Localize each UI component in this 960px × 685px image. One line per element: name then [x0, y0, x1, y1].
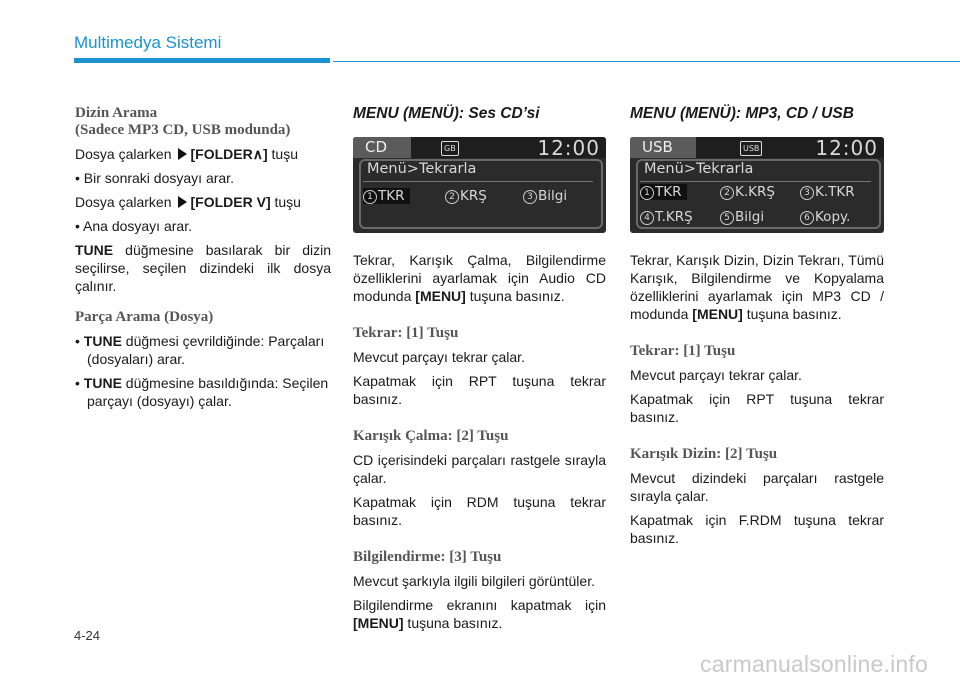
section-title-cd: MENU (MENÜ): Ses CD’si [353, 105, 540, 122]
number-icon: 3 [523, 190, 537, 204]
clock: 12:00 [537, 137, 600, 160]
text: Tekrar, Karışık Dizin, Dizin Tekrarı, Tümü Karışık, Bilgilendirme ve Kopyalama özelliklerini ayarlamak için MP3 CD / modunda [630, 252, 884, 322]
heading-folder-shuffle: Karışık Dizin: [2] Tuşu [630, 446, 778, 462]
heading-track-search: Parça Arama (Dosya) [75, 309, 214, 325]
section-title-usb: MENU (MENÜ): MP3, CD / USB [630, 105, 854, 122]
menu-key: [MENU] [353, 615, 404, 631]
repeat-off: Kapatmak için RPT tuşuna tekrar basınız. [630, 391, 884, 425]
heading-info: Bilgilendirme: [3] Tuşu [353, 549, 502, 565]
heading-shuffle: Karışık Çalma: [2] Tuşu [353, 428, 509, 444]
heading-repeat: Tekrar: [1] Tuşu [630, 343, 736, 359]
header-rule-thick [74, 58, 330, 63]
menu-key: [MENU] [415, 288, 466, 304]
number-icon: 3 [800, 186, 814, 200]
text: Dosya çalarken [75, 146, 172, 162]
tune-key: TUNE [83, 333, 122, 349]
repeat-desc: Mevcut parçayı tekrar çalar. [630, 367, 802, 383]
menu-separator [640, 181, 871, 182]
bullet-tune-press [75, 374, 331, 410]
header-title: Multimedya Sistemi [74, 33, 222, 52]
play-arrow-icon [178, 148, 187, 160]
option-label: K.KRŞ [735, 184, 775, 200]
folder-shuffle-off: Kapatmak için F.RDM tuşuna tekrar basınız. [630, 512, 884, 546]
menu-title: Menü>Tekrarla [644, 161, 754, 177]
folder-up-key: [FOLDER∧] [190, 146, 268, 162]
media-badge-icon: GB [441, 141, 459, 156]
menu-separator [363, 181, 593, 182]
option-label: Bilgi [538, 188, 568, 204]
bullet-mark: • [75, 375, 84, 391]
option-label: K.TKR [815, 184, 855, 200]
cd-menu-screen [353, 137, 606, 233]
usb-badge-icon: USB [740, 141, 762, 156]
source-label: CD [353, 137, 411, 158]
column-audio-cd-menu [353, 105, 606, 638]
bullet-tune-rotate [75, 332, 331, 368]
shuffle-desc: CD içerisindeki parçaları rastgele sırayla çalar. [353, 452, 606, 486]
column-mp3-usb-menu [630, 105, 884, 553]
page-number: 4-24 [74, 628, 101, 643]
folder-up-para [75, 145, 331, 163]
number-icon: 1 [363, 190, 377, 204]
text: tuşuna basınız. [742, 306, 842, 322]
header-rule-thin [333, 61, 960, 62]
tune-para [75, 241, 331, 295]
text: tuşu [270, 194, 301, 210]
text: düğmesi çevrildiğinde: Parçaları (dosyaları) arar. [87, 333, 325, 367]
clock: 12:00 [815, 137, 878, 160]
text: Tekrar, Karışık Çalma, Bilgilendirme özelliklerini ayarlamak için Audio CD modunda [353, 252, 606, 304]
tune-key: TUNE [75, 242, 114, 258]
cd-intro-para [353, 251, 606, 305]
bullet-mark: • [75, 333, 84, 349]
text: tuşuna basınız. [403, 615, 503, 631]
menu-option-2[interactable] [445, 188, 487, 204]
info-off [353, 596, 606, 632]
folder-shuffle-desc: Mevcut dizindeki parçaları rastgele sırayla çalar. [630, 470, 884, 504]
menu-title: Menü>Tekrarla [367, 161, 477, 177]
menu-option-3[interactable] [523, 188, 567, 204]
number-icon: 6 [800, 211, 814, 225]
repeat-desc: Mevcut parçayı tekrar çalar. [353, 349, 525, 365]
usb-intro-para [630, 251, 884, 323]
number-icon: 2 [720, 186, 734, 200]
tune-key: TUNE [83, 375, 122, 391]
heading-line2: (Sadece MP3 CD, USB modunda) [75, 122, 291, 138]
number-icon: 2 [445, 190, 459, 204]
heading-repeat: Tekrar: [1] Tuşu [353, 325, 459, 341]
menu-option-5[interactable] [720, 209, 764, 225]
heading-line1: Dizin Arama [75, 105, 158, 121]
info-desc: Mevcut şarkıyla ilgili bilgileri görüntüler. [353, 573, 595, 589]
menu-option-3[interactable] [800, 184, 855, 200]
option-label: TKR [378, 188, 405, 204]
number-icon: 4 [640, 211, 654, 225]
text: tuşuna basınız. [465, 288, 565, 304]
menu-option-2[interactable] [720, 184, 775, 200]
option-label: KRŞ [460, 188, 487, 204]
bullet-next-folder: • Bir sonraki dosyayı arar. [75, 170, 234, 186]
play-arrow-icon [178, 196, 187, 208]
bullet-parent-folder: • Ana dosyayı arar. [75, 218, 192, 234]
text: Dosya çalarken [75, 194, 172, 210]
text: düğmesine basılarak bir dizin seçilirse, seçilen dizindeki ilk dosya çalınır. [75, 242, 331, 294]
source-label: USB [630, 137, 696, 158]
number-icon: 1 [640, 186, 654, 200]
text: Bilgilendirme ekranını kapatmak için [353, 597, 606, 613]
folder-down-para [75, 193, 331, 211]
menu-panel [359, 159, 603, 229]
option-label: Kopy. [815, 209, 851, 225]
text: tuşu [267, 146, 298, 162]
usb-menu-screen [630, 137, 884, 233]
menu-option-1[interactable] [363, 188, 410, 204]
repeat-off: Kapatmak için RPT tuşuna tekrar basınız. [353, 373, 606, 407]
option-label: T.KRŞ [655, 209, 693, 225]
option-label: Bilgi [735, 209, 765, 225]
option-label: TKR [655, 184, 682, 200]
menu-panel [636, 159, 881, 229]
folder-down-key: [FOLDER V] [190, 194, 271, 210]
shuffle-off: Kapatmak için RDM tuşuna tekrar basınız. [353, 494, 606, 528]
watermark: carmanualsonline.info [700, 651, 928, 677]
column-folder-search [75, 105, 331, 416]
menu-option-4[interactable] [640, 209, 693, 225]
number-icon: 5 [720, 211, 734, 225]
text: düğmesine basıldığında: Seçilen parçayı (dosyayı) çalar. [87, 375, 329, 409]
menu-option-1[interactable] [640, 184, 687, 200]
heading-folder-search [75, 105, 331, 139]
menu-key: [MENU] [692, 306, 743, 322]
menu-option-6[interactable] [800, 209, 850, 225]
